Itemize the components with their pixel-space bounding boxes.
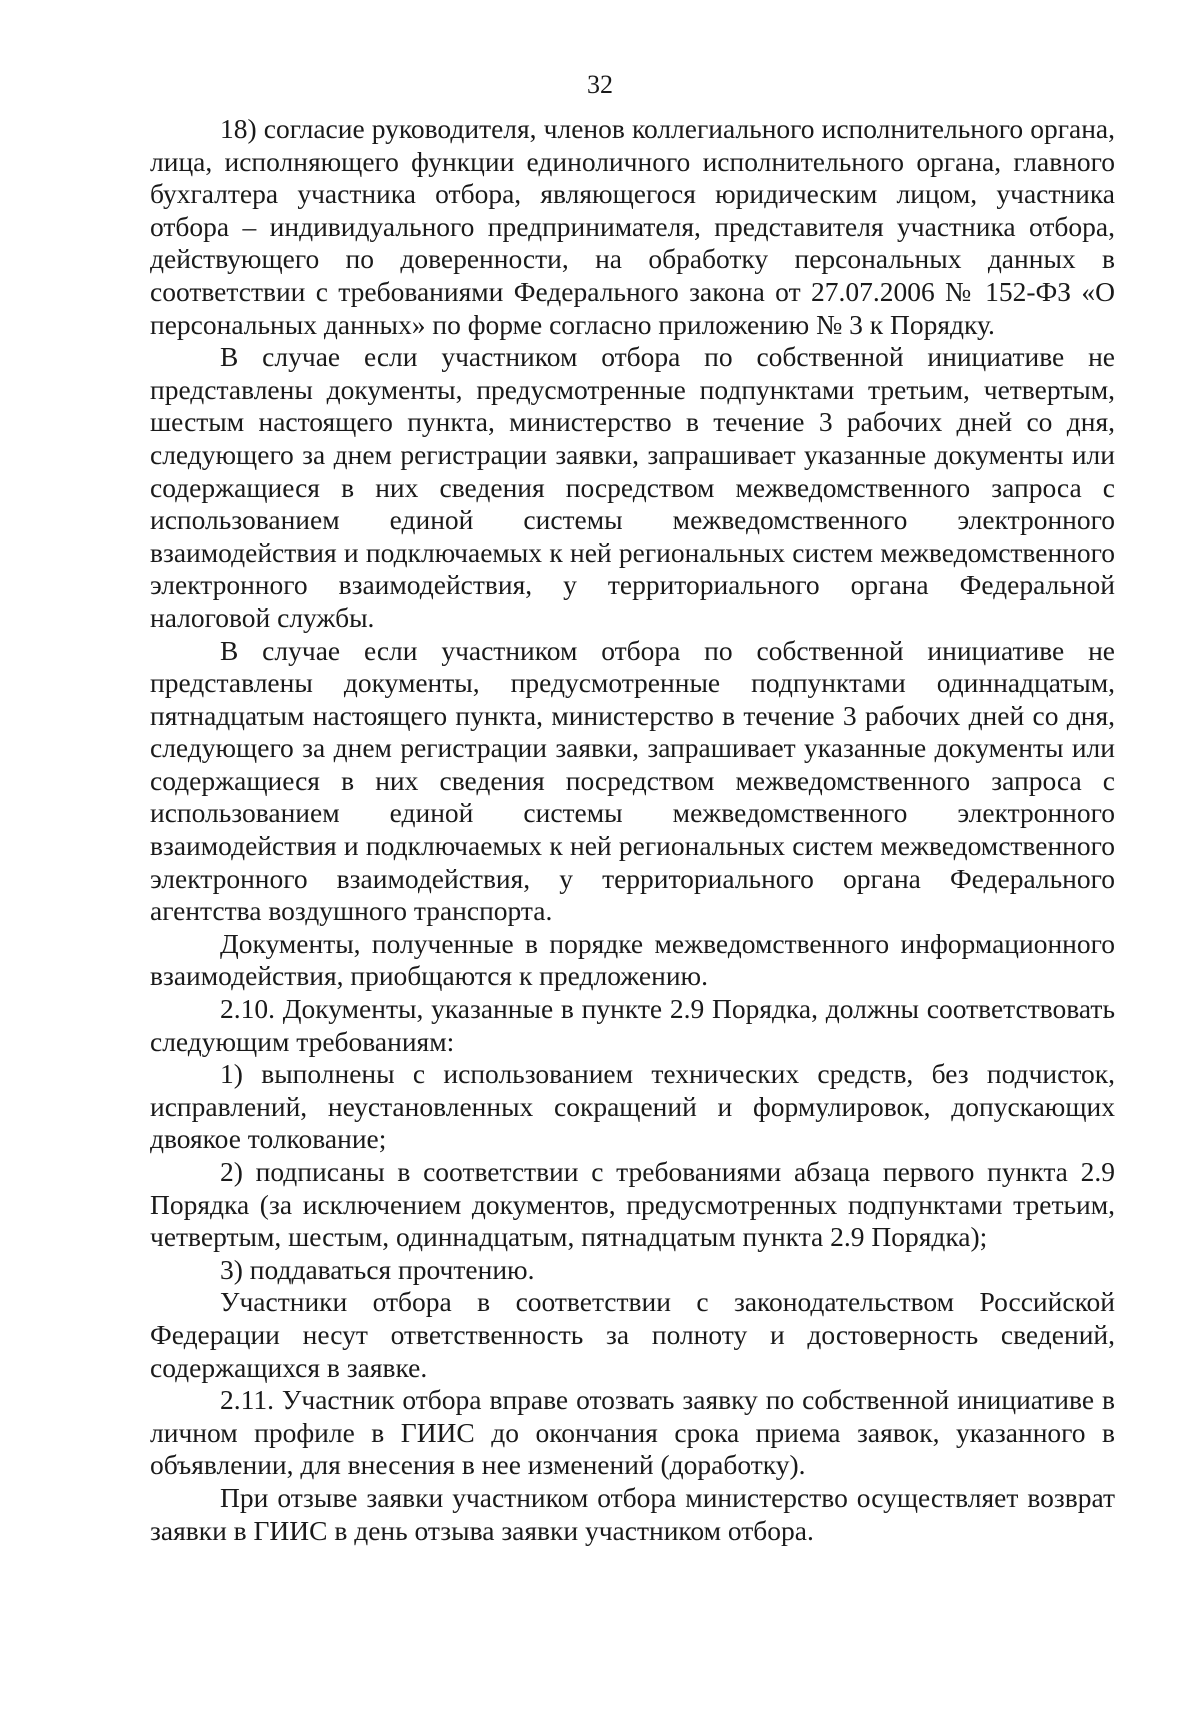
paragraph-item-18-consent: 18) согласие руководителя, членов коллегиального исполнительного органа, лица, исполняющего функции единоличного исполнительного органа, главного бухгалтера участника отбора, являющегося юридическим лицом, участника отбора – индивидуального предпринимателя, представителя участника отбора, действующего по доверенности, на обработку персональных данных в соответствии с требованиями Федерального закона от 27.07.2006 № 152-ФЗ «О персональных данных» по форме согласно приложению № 3 к Порядку. [150, 113, 1115, 340]
paragraph-requirement-2: 2) подписаны в соответствии с требованиями абзаца первого пункта 2.9 Порядка (за исключением документов, предусмотренных подпунктами третьим, четвертым, шестым, одиннадцатым, пятнадцатым пункта 2.9 Порядка); [150, 1156, 1115, 1253]
document-body [150, 113, 1115, 1547]
paragraph-requirement-3: 3) поддаваться прочтению. [220, 1253, 535, 1285]
paragraph-section-2-10: 2.10. Документы, указанные в пункте 2.9 Порядка, должны соответствовать следующим требованиям: [150, 993, 1115, 1057]
paragraph-requirement-1: 1) выполнены с использованием технических средств, без подчисток, исправлений, неустановленных сокращений и формулировок, допускающих двоякое толкование; [150, 1058, 1115, 1155]
paragraph-section-2-11: 2.11. Участник отбора вправе отозвать заявку по собственной инициативе в личном профиле в ГИИС до окончания срока приема заявок, указанного в объявлении, для внесения в нее изменений (доработку). [150, 1384, 1115, 1481]
paragraph-withdrawal-return: При отзыве заявки участником отбора министерство осуществляет возврат заявки в ГИИС в день отзыва заявки участником отбора. [150, 1481, 1115, 1546]
paragraph-documents-attached: Документы, полученные в порядке межведомственного информационного взаимодействия, приобщаются к предложению. [150, 927, 1115, 992]
paragraph-tax-service-request: В случае если участником отбора по собственной инициативе не представлены документы, предусмотренные подпунктами третьим, четвертым, шестым настоящего пункта, министерство в течение 3 рабочих дней со дня, следующего за днем регистрации заявки, запрашивает указанные документы или содержащиеся в них сведения посредством межведомственного запроса с использованием единой системы межведомственного электронного взаимодействия и подключаемых к ней региональных систем межведомственного электронного взаимодействия, у территориального органа Федеральной налоговой службы. [150, 341, 1115, 633]
paragraph-air-transport-request: В случае если участником отбора по собственной инициативе не представлены документы, предусмотренные подпунктами одиннадцатым, пятнадцатым настоящего пункта, министерство в течение 3 рабочих дней со дня, следующего за днем регистрации заявки, запрашивает указанные документы или содержащиеся в них сведения посредством межведомственного запроса с использованием единой системы межведомственного электронного взаимодействия и подключаемых к ней региональных систем межведомственного электронного взаимодействия, у территориального органа Федерального агентства воздушного транспорта. [150, 634, 1115, 927]
paragraph-responsibility: Участники отбора в соответствии с законодательством Российской Федерации несут ответственность за полноту и достоверность сведений, содержащихся в заявке. [150, 1286, 1115, 1383]
page-number: 32 [587, 70, 613, 99]
